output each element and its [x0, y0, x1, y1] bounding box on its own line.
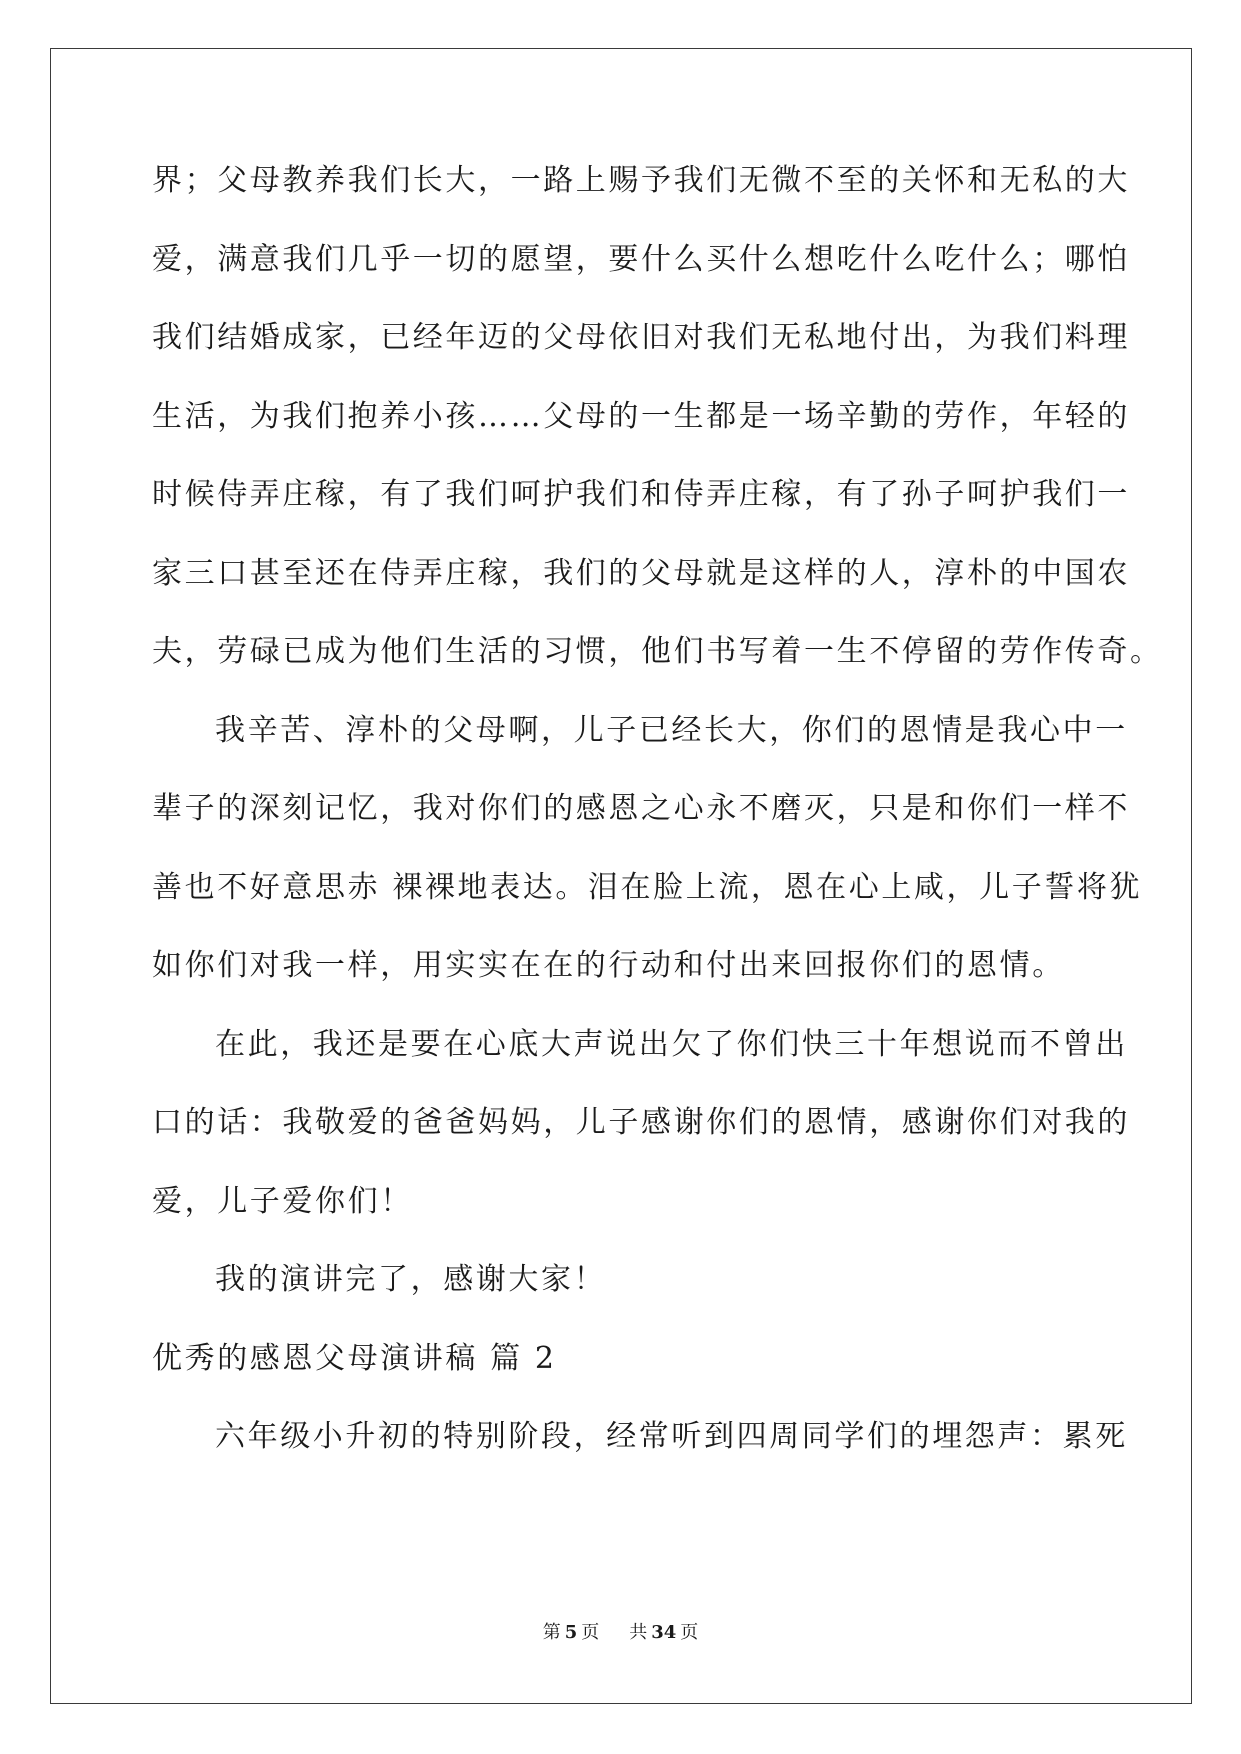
body-line: 在此，我还是要在心底大声说出欠了你们快三十年想说而不曾出 — [215, 1026, 1128, 1062]
body-line: 家三口甚至还在侍弄庄稼，我们的父母就是这样的人，淳朴的中国农 — [152, 555, 1130, 591]
total-suffix: 页 — [680, 1622, 699, 1643]
section-heading: 优秀的感恩父母演讲稿 篇 2 — [152, 1340, 557, 1376]
body-line: 我们结婚成家，已经年迈的父母依旧对我们无私地付出，为我们料理 — [152, 320, 1130, 355]
body-line: 如你们对我一样，用实实在在的行动和付出来回报你们的恩情。 — [152, 948, 1065, 983]
page-number: 5 — [564, 1622, 578, 1643]
page-footer — [0, 1618, 1241, 1644]
total-pages: 34 — [651, 1622, 677, 1643]
body-line: 辈子的深刻记忆，我对你们的感恩之心永不磨灭，只是和你们一样不 — [152, 791, 1130, 826]
body-line: 时候侍弄庄稼，有了我们呵护我们和侍弄庄稼，有了孙子呵护我们一 — [152, 477, 1130, 512]
document-body — [152, 157, 1163, 1492]
body-line: 爱，满意我们几乎一切的愿望，要什么买什么想吃什么吃什么；哪怕 — [152, 241, 1130, 277]
body-line: 口的话：我敬爱的爸爸妈妈，儿子感谢你们的恩情，感谢你们对我的 — [152, 1105, 1130, 1140]
body-line: 界；父母教养我们长大，一路上赐予我们无微不至的关怀和无私的大 — [152, 163, 1130, 198]
page-suffix: 页 — [581, 1622, 600, 1643]
body-line: 六年级小升初的特别阶段，经常听到四周同学们的埋怨声：累死 — [215, 1419, 1128, 1454]
body-line: 爱，儿子爱你们！ — [152, 1183, 413, 1219]
page-prefix: 第 — [542, 1622, 561, 1643]
body-line: 善也不好意思赤 裸裸地表达。泪在脸上流，恩在心上咸，儿子誓将犹 — [152, 869, 1143, 905]
total-prefix: 共 — [629, 1622, 648, 1643]
body-line: 我辛苦、淳朴的父母啊，儿子已经长大，你们的恩情是我心中一 — [215, 712, 1128, 748]
body-line: 我的演讲完了，感谢大家！ — [215, 1262, 607, 1297]
body-line: 夫，劳碌已成为他们生活的习惯，他们书写着一生不停留的劳作传奇。 — [152, 634, 1163, 669]
body-line: 生活，为我们抱养小孩……父母的一生都是一场辛勤的劳作，年轻的 — [152, 398, 1130, 434]
